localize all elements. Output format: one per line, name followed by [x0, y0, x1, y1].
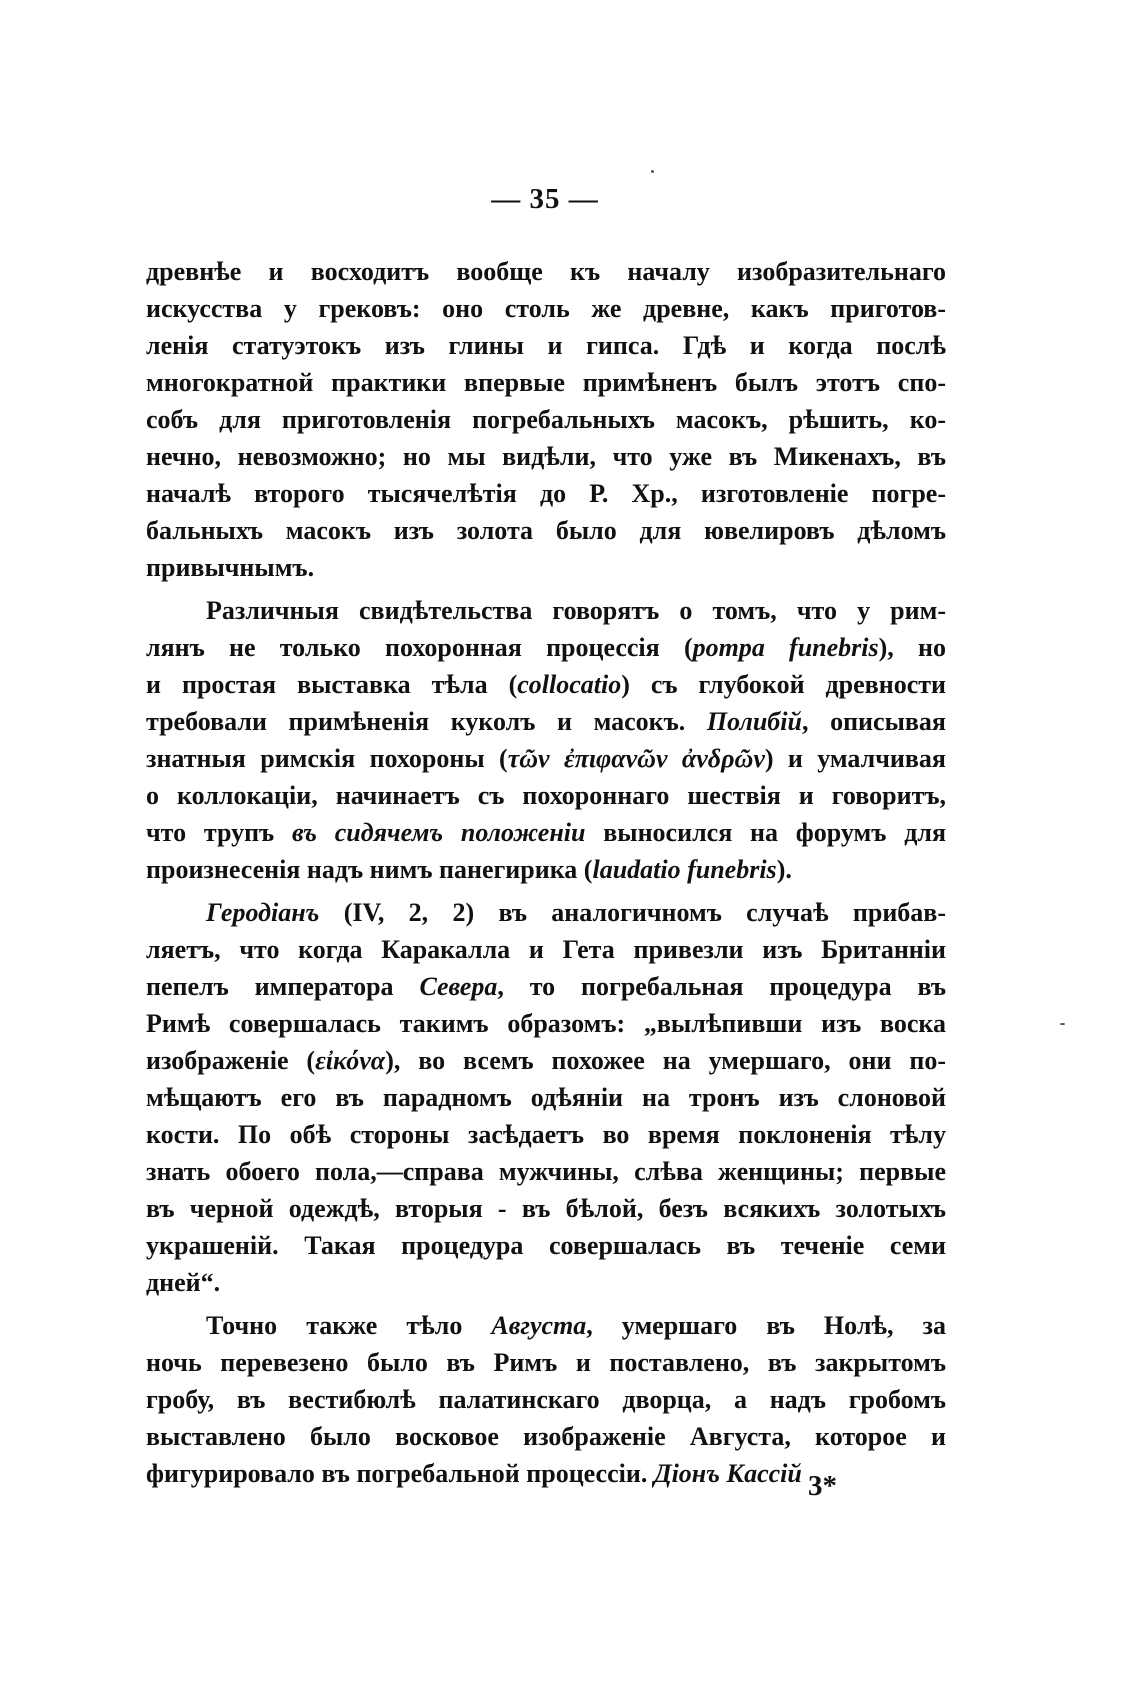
italic-term: pompa funebris	[692, 633, 879, 662]
text-line	[146, 327, 946, 364]
line-text: мѣщаютъ его въ парадномъ одѣяніи на тронъ изъ слоновой	[146, 1083, 946, 1112]
line-text: лянъ не только похоронная процессія (	[146, 633, 693, 662]
italic-term: Полибій	[706, 707, 802, 736]
line-text: собъ для приготовленія погребальныхъ масокъ, рѣшить, ко-	[146, 405, 946, 434]
text-line	[146, 1307, 946, 1344]
text-line	[146, 512, 946, 549]
text-line	[146, 1344, 946, 1381]
paragraph	[146, 1307, 946, 1492]
line-text: ляетъ, что когда Каракалла и Гета привезли изъ Британніи	[146, 935, 946, 964]
line-text: привычнымъ.	[146, 553, 315, 582]
text-line	[146, 401, 946, 438]
italic-term: collocatio	[517, 670, 622, 699]
line-text: пепелъ императора	[146, 972, 420, 1001]
print-speck	[651, 170, 654, 173]
text-line	[146, 968, 946, 1005]
text-line	[146, 1005, 946, 1042]
line-text: Различныя свидѣтельства говорятъ о томъ, что у рим-	[206, 596, 946, 625]
text-line	[146, 1381, 946, 1418]
italic-term: Августа	[491, 1311, 587, 1340]
italic-term: Геродіанъ	[206, 898, 320, 927]
italic-term: въ сидячемъ положеніи	[292, 818, 586, 847]
line-text: (IV, 2, 2) въ аналогичномъ случаѣ прибав-	[319, 898, 946, 927]
line-text: Римѣ совершалась такимъ образомъ: „вылѣпивши изъ воска	[146, 1009, 946, 1038]
text-line	[146, 1079, 946, 1116]
line-text: ), во всемъ похожее на умершаго, они по-	[385, 1046, 946, 1075]
line-text: выставлено было восковое изображеніе Августа, которое и	[146, 1422, 946, 1451]
italic-term: τῶν ἐπιφανῶν ἀνδρῶν	[507, 744, 765, 773]
line-text: Точно также тѣло	[206, 1311, 492, 1340]
paragraph	[146, 592, 946, 888]
line-text: искусства у грековъ: оно столь же древне, какъ приготов-	[146, 294, 946, 323]
print-speck	[1060, 1023, 1065, 1025]
line-text: , описывая	[801, 707, 946, 736]
text-line	[146, 814, 946, 851]
text-line	[146, 629, 946, 666]
line-text: древнѣе и восходитъ вообще къ началу изобразительнаго	[146, 257, 946, 286]
text-line	[146, 253, 946, 290]
line-text: въ черной одеждѣ, вторыя - въ бѣлой, безъ всякихъ золотыхъ	[146, 1194, 946, 1223]
text-line	[146, 777, 946, 814]
text-line	[146, 364, 946, 401]
line-text: ) и умалчивая	[764, 744, 946, 773]
line-text: началѣ второго тысячелѣтія до Р. Хр., изготовленіе погре-	[146, 479, 946, 508]
text-line	[146, 549, 946, 586]
text-line	[146, 290, 946, 327]
line-text: требовали примѣненія куколъ и масокъ.	[146, 707, 707, 736]
text-line	[146, 1190, 946, 1227]
line-text: фигурировало въ погребальной процессіи.	[146, 1459, 654, 1488]
line-text: изображеніе (	[146, 1046, 316, 1075]
text-line	[146, 931, 946, 968]
text-line	[146, 1227, 946, 1264]
text-line	[146, 740, 946, 777]
paragraph	[146, 253, 946, 586]
line-text: выносился на форумъ для	[585, 818, 946, 847]
line-text: нечно, невозможно; но мы видѣли, что уже въ Микенахъ, въ	[146, 442, 946, 471]
line-text: знатныя римскія похороны (	[146, 744, 508, 773]
line-text: ленія статуэтокъ изъ глины и гипса. Гдѣ и когда послѣ	[146, 331, 946, 360]
text-line	[146, 703, 946, 740]
text-line	[146, 894, 946, 931]
line-text: знать обоего пола,—справа мужчины, слѣва женщины; первые	[146, 1157, 946, 1186]
line-text: и простая выставка тѣла (	[146, 670, 518, 699]
italic-term: εἰκόνα	[315, 1046, 386, 1075]
page-number: — 35 —	[491, 183, 599, 215]
text-line	[146, 1042, 946, 1079]
text-line	[146, 1153, 946, 1190]
italic-term: Діонъ Кассій	[653, 1459, 802, 1488]
line-text: что трупъ	[146, 818, 292, 847]
paragraph	[146, 894, 946, 1301]
text-line	[146, 851, 946, 888]
line-text: бальныхъ масокъ изъ золота было для ювелировъ дѣломъ	[146, 516, 946, 545]
text-line	[146, 475, 946, 512]
italic-term: laudatio funebris	[592, 855, 777, 884]
line-text: украшеній. Такая процедура совершалась въ теченіе семи	[146, 1231, 946, 1260]
line-text: ), но	[878, 633, 946, 662]
line-text: ) съ глубокой древности	[621, 670, 946, 699]
line-text: ).	[776, 855, 792, 884]
text-line	[146, 1264, 946, 1301]
line-text: , то погребальная процедура въ	[497, 972, 946, 1001]
line-text: дней“.	[146, 1268, 221, 1297]
line-text: ночь перевезено было въ Римъ и поставлено, въ закрытомъ	[146, 1348, 946, 1377]
line-text: кости. По обѣ стороны засѣдаетъ во время поклоненія тѣлу	[146, 1120, 946, 1149]
line-text: многократной практики впервые примѣненъ былъ этотъ спо-	[146, 368, 946, 397]
body-text	[146, 253, 946, 1492]
line-text: гробу, въ вестибюлѣ палатинскаго дворца, а надъ гробомъ	[146, 1385, 946, 1414]
line-text: , умершаго въ Нолѣ, за	[586, 1311, 946, 1340]
text-line	[146, 1418, 946, 1455]
text-line	[146, 1116, 946, 1153]
line-text: произнесенія надъ нимъ панегирика (	[146, 855, 593, 884]
text-line	[146, 666, 946, 703]
italic-term: Севера	[419, 972, 498, 1001]
text-line	[146, 592, 946, 629]
text-line	[146, 438, 946, 475]
line-text: о коллокаціи, начинаетъ съ похороннаго шествія и говоритъ,	[146, 781, 946, 810]
signature-mark: 3*	[808, 1470, 837, 1502]
